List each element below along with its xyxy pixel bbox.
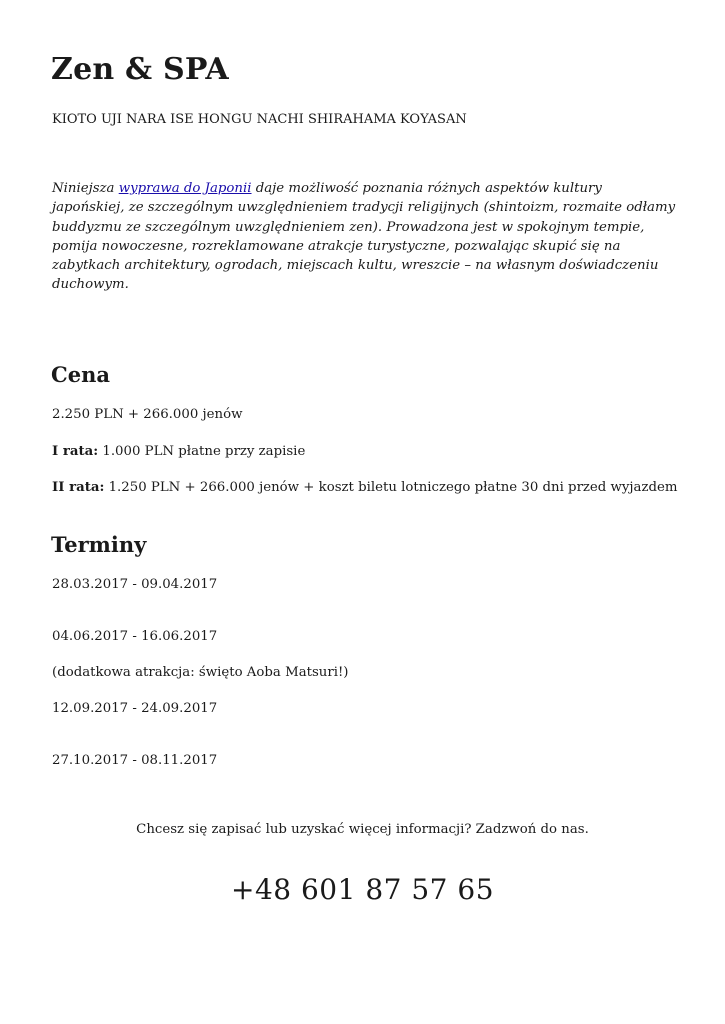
price-rate-2 xyxy=(52,478,677,498)
destinations-subtitle: KIOTO UJI NARA ISE HONGU NACHI SHIRAHAMA KOYASAN xyxy=(52,112,467,127)
date-item: 04.06.2017 - 16.06.2017 xyxy=(52,629,218,644)
intro-text-end: daje możliwość poznania różnych aspektów kultury japońskiej, ze szczególnym uwzględnieniem tradycji religijnych (shintoizm, rozmaite odłamy buddyzmu ze szczególnym uwzględnieniem zen). Prowadzona jest w spokojnym tempie, pomija nowoczesne, rozreklamowane atrakcje turystyczne, pozwalając skupić się na zabytkach architektury, ogrodach, miejscach kultu, wreszcie – na własnym doświadczeniu duchowym. xyxy=(52,181,676,293)
date-item: 27.10.2017 - 08.11.2017 xyxy=(52,753,218,768)
page-title: Zen & SPA xyxy=(51,52,229,87)
price-rate-1 xyxy=(52,442,305,462)
intro-text-start: Niniejsza xyxy=(52,181,119,196)
rate-2-value: 1.250 PLN + 266.000 jenów + koszt biletu lotniczego płatne 30 dni przed wyjazdem xyxy=(104,480,678,495)
rate-1-label: I rata: xyxy=(52,444,99,459)
price-heading: Cena xyxy=(51,362,110,387)
dates-heading: Terminy xyxy=(51,532,147,557)
rate-2-label: II rata: xyxy=(52,480,105,495)
date-item: 28.03.2017 - 09.04.2017 xyxy=(52,577,218,592)
phone-number[interactable]: +48 601 87 57 65 xyxy=(230,873,495,906)
price-total: 2.250 PLN + 266.000 jenów xyxy=(52,407,243,422)
date-item: 12.09.2017 - 24.09.2017 xyxy=(52,701,218,716)
date-note: (dodatkowa atrakcja: święto Aoba Matsuri!) xyxy=(52,665,349,680)
japan-trip-link[interactable]: wyprawa do Japonii xyxy=(118,181,252,196)
rate-1-value: 1.000 PLN płatne przy zapisie xyxy=(98,444,306,459)
intro-paragraph xyxy=(52,179,677,295)
contact-cta: Chcesz się zapisać lub uzyskać więcej informacji? Zadzwoń do nas. xyxy=(136,822,589,837)
